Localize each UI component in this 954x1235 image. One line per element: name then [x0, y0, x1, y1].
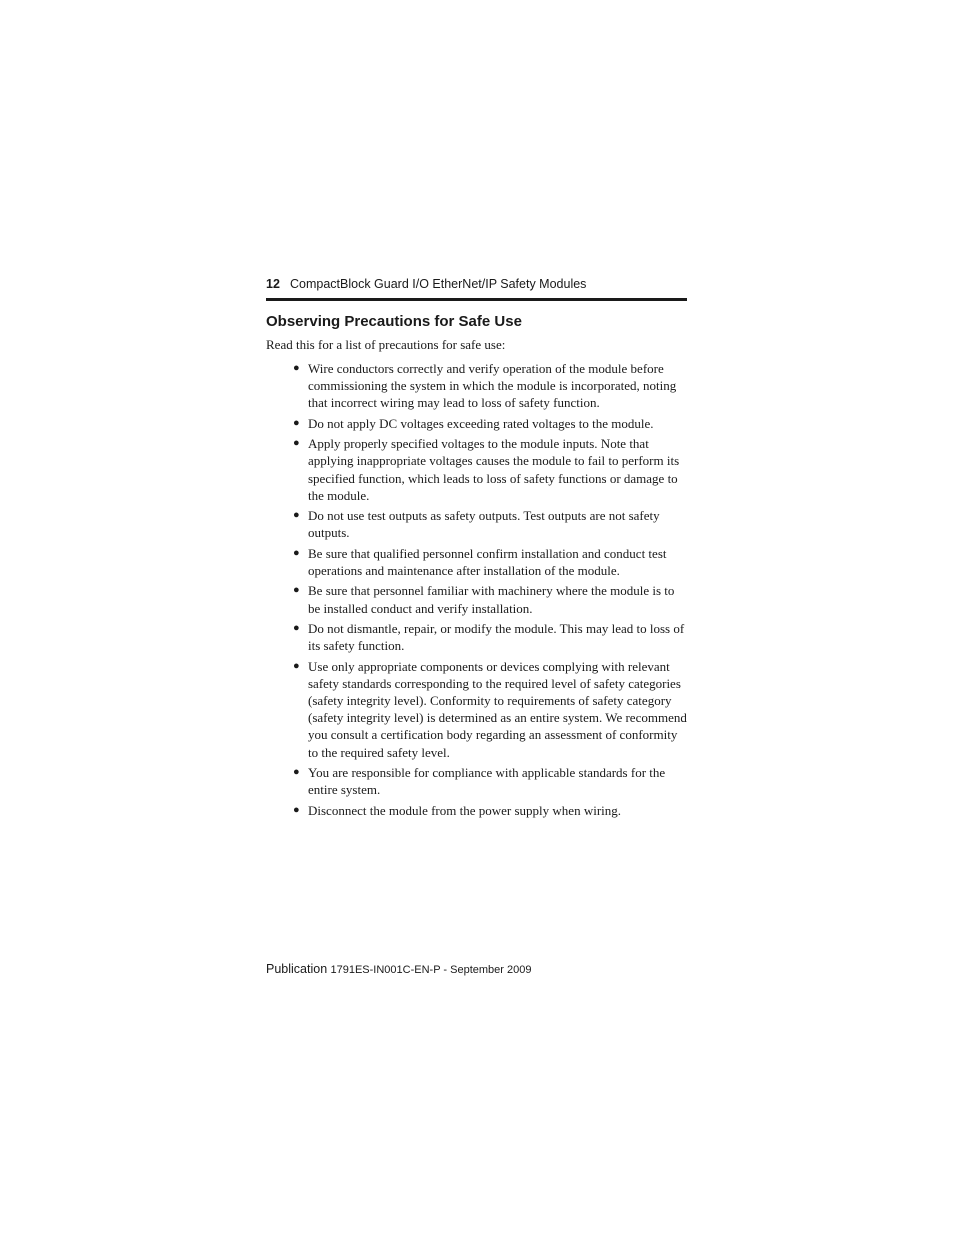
- bullet-icon: ●: [293, 437, 300, 450]
- list-item: [292, 360, 688, 412]
- list-item: [292, 658, 688, 761]
- header-rule: [266, 298, 687, 301]
- list-item: [292, 545, 688, 579]
- list-item: [292, 582, 688, 616]
- list-item: [292, 415, 688, 432]
- intro-text: Read this for a list of precautions for safe use:: [266, 337, 506, 352]
- list-item: [292, 507, 688, 541]
- publication-footer: [266, 960, 531, 979]
- footer-label: Publication: [266, 962, 328, 976]
- running-header: [266, 275, 687, 294]
- list-item: [292, 764, 688, 798]
- bullet-icon: ●: [293, 416, 300, 429]
- bullet-icon: ●: [293, 362, 300, 374]
- list-item-text: Disconnect the module from the power supply when wiring.: [308, 802, 622, 818]
- publication-code: 1791ES-IN001C-EN-P - September 2009: [330, 964, 532, 976]
- list-item-text: Wire conductors correctly and verify operation of the module before commissioning the system in which the module is incorporated, noting that incorrect wiring may lead to loss of safety function.: [308, 361, 677, 411]
- list-item-text: You are responsible for compliance with applicable standards for the entire system.: [308, 764, 666, 798]
- precautions-list: [292, 360, 688, 822]
- bullet-icon: ●: [293, 546, 300, 559]
- bullet-icon: ●: [293, 803, 300, 816]
- list-item-text: Use only appropriate components or devices complying with relevant safety standards corresponding to the required level of safety categories (safety integrity level). Conformity to requirements of safety category (safety integrity level) is determined as an entire system. We recommend you consult a certification body regarding an assessment of conformity to the required safety level.: [308, 658, 687, 760]
- list-item-text: Do not dismantle, repair, or modify the module. This may lead to loss of its safety function.: [308, 620, 685, 654]
- page-number: 12: [266, 277, 280, 291]
- list-item: [292, 802, 688, 819]
- list-item-text: Be sure that qualified personnel confirm installation and conduct test operations and maintenance after installation of the module.: [308, 545, 667, 578]
- bullet-icon: ●: [293, 509, 300, 522]
- bullet-icon: ●: [293, 584, 300, 597]
- section-title: Observing Precautions for Safe Use: [266, 313, 522, 330]
- list-item-text: Apply properly specified voltages to the module inputs. Note that applying inappropriate voltages causes the module to fail to perform its specified function, which leads to loss of safety functions or damage to the module.: [308, 436, 680, 503]
- list-item-text: Do not apply DC voltages exceeding rated voltages to the module.: [308, 415, 654, 431]
- bullet-icon: ●: [293, 621, 300, 634]
- bullet-icon: ●: [293, 765, 300, 778]
- list-item: [292, 620, 688, 654]
- list-item-text: Do not use test outputs as safety outputs. Test outputs are not safety outputs.: [308, 508, 660, 541]
- list-item-text: Be sure that personnel familiar with machinery where the module is to be installed conduct and verify installation.: [308, 583, 675, 616]
- running-title: CompactBlock Guard I/O EtherNet/IP Safety Modules: [290, 277, 587, 291]
- list-item: [292, 435, 688, 504]
- bullet-icon: ●: [293, 659, 300, 672]
